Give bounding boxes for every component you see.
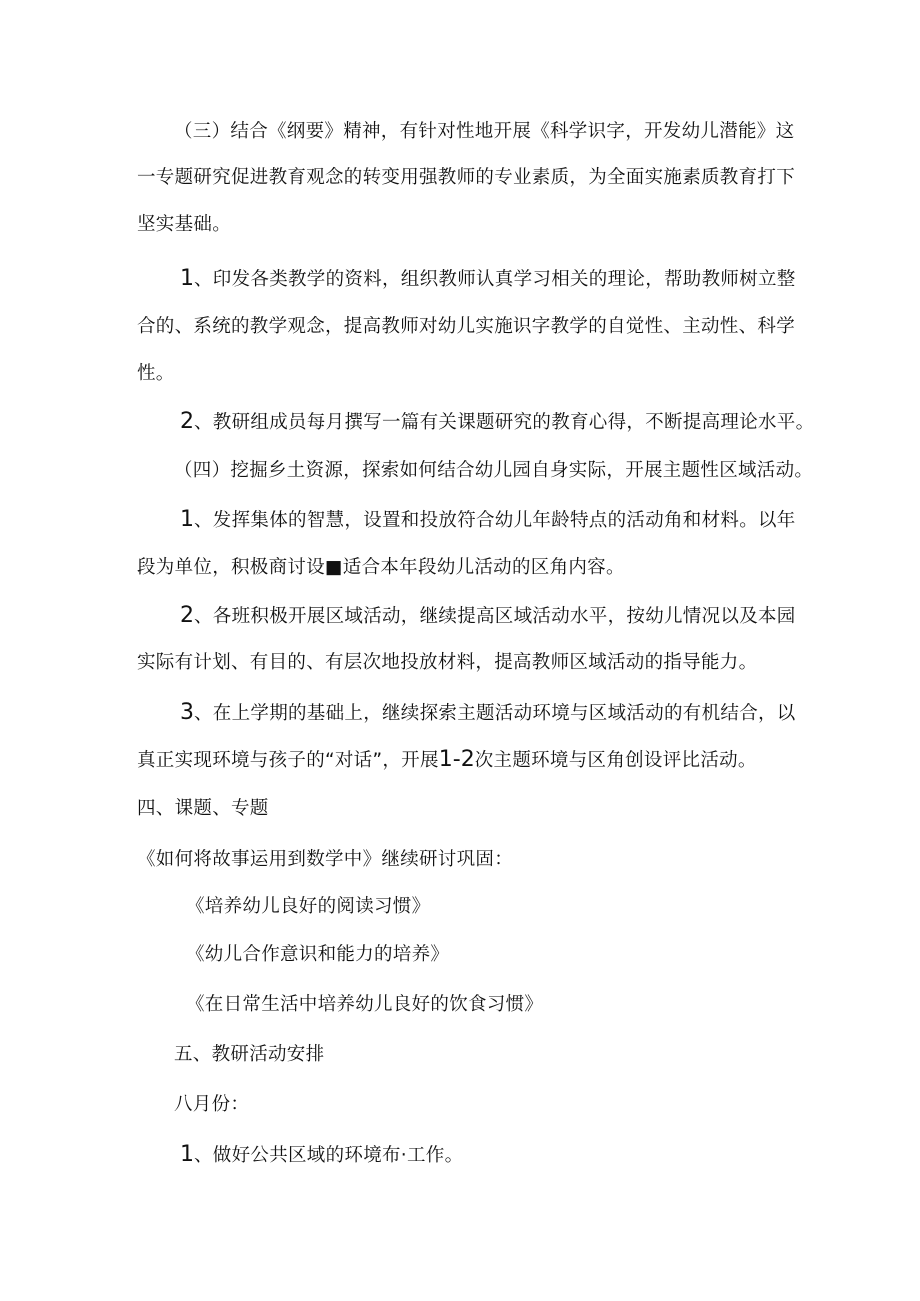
item-text: 、各班积极开展区域活动，继续提高区域活动水平，按幼儿情况以及本园 [194,606,796,627]
topic-item: 《幼儿合作意识和能力的培养》 [186,944,450,965]
topic-item: 《在日常生活中培养幼儿良好的饮食习惯》 [186,994,544,1015]
section-3-item-2 [180,410,814,435]
item-number: 1 [180,1142,194,1167]
item-text: 、印发各类教学的资料，组织教师认真学习相关的理论，帮助教师树立整 [194,269,796,290]
item-number: 2 [180,409,194,434]
heading-section-4: 四、课题、专题 [137,798,269,819]
section-4-line-1: （四）挖掘乡土资源，探索如何结合幼儿园自身实际，开展主题性区域活动。 [174,460,814,481]
section-3-item-1-line-2: 合的、系统的教学观念，提高教师对幼儿实施识字教学的自觉性、主动性、科学 [137,316,796,337]
item-text: 、教研组成员每月撰写一篇有关课题研究的教育心得，不断提高理论水平。 [194,412,815,433]
item-text: 、做好公共区域的环境布·工作。 [194,1145,464,1166]
item-number: 1 [180,266,194,291]
item-text: 真正实现环境与孩子的“对话”，开展 [137,750,439,771]
item-text: 次主题环境与区角创设评比活动。 [474,750,757,771]
section-3-line-3: 坚实基础。 [137,214,232,235]
heading-section-5: 五、教研活动安排 [174,1044,325,1065]
section-4-item-1-line-1 [180,508,796,533]
topic-main: 《如何将故事运用到数学中》继续研讨巩固： [137,849,514,870]
section-4-item-2-line-2: 实际有计划、有目的、有层次地投放材料，提高教师区域活动的指导能力。 [137,652,758,673]
item-number: 2 [180,603,194,628]
month-label: 八月份： [174,1094,250,1115]
item-text: 、发挥集体的智慧，设置和投放符合幼儿年龄特点的活动角和材料。以年 [194,510,796,531]
range-number: 1-2 [438,747,475,772]
item-number: 3 [180,700,194,725]
section-4-item-3-line-1 [180,701,796,726]
section-3-item-1-line-3: 性。 [137,363,175,384]
topic-item: 《培养幼儿良好的阅读习惯》 [186,896,431,917]
section-4-item-2-line-1 [180,604,796,629]
item-number: 1 [180,507,194,532]
item-text: 、在上学期的基础上，继续探索主题活动环境与区域活动的有机结合，以 [194,703,796,724]
section-3-item-1-line-1 [180,267,796,292]
section-4-item-3-line-2 [137,748,757,773]
section-3-line-1: （三）结合《纲要》精神，有针对性地开展《科学识字，开发幼儿潜能》这 [174,121,795,142]
section-4-item-1-line-2: 段为单位，积极商讨设■适合本年段幼儿活动的区角内容。 [137,557,625,578]
section-3-line-2: 一专题研究促进教育观念的转变用强教师的专业素质，为全面实施素质教育打下 [137,167,796,188]
august-item-1 [180,1143,463,1168]
